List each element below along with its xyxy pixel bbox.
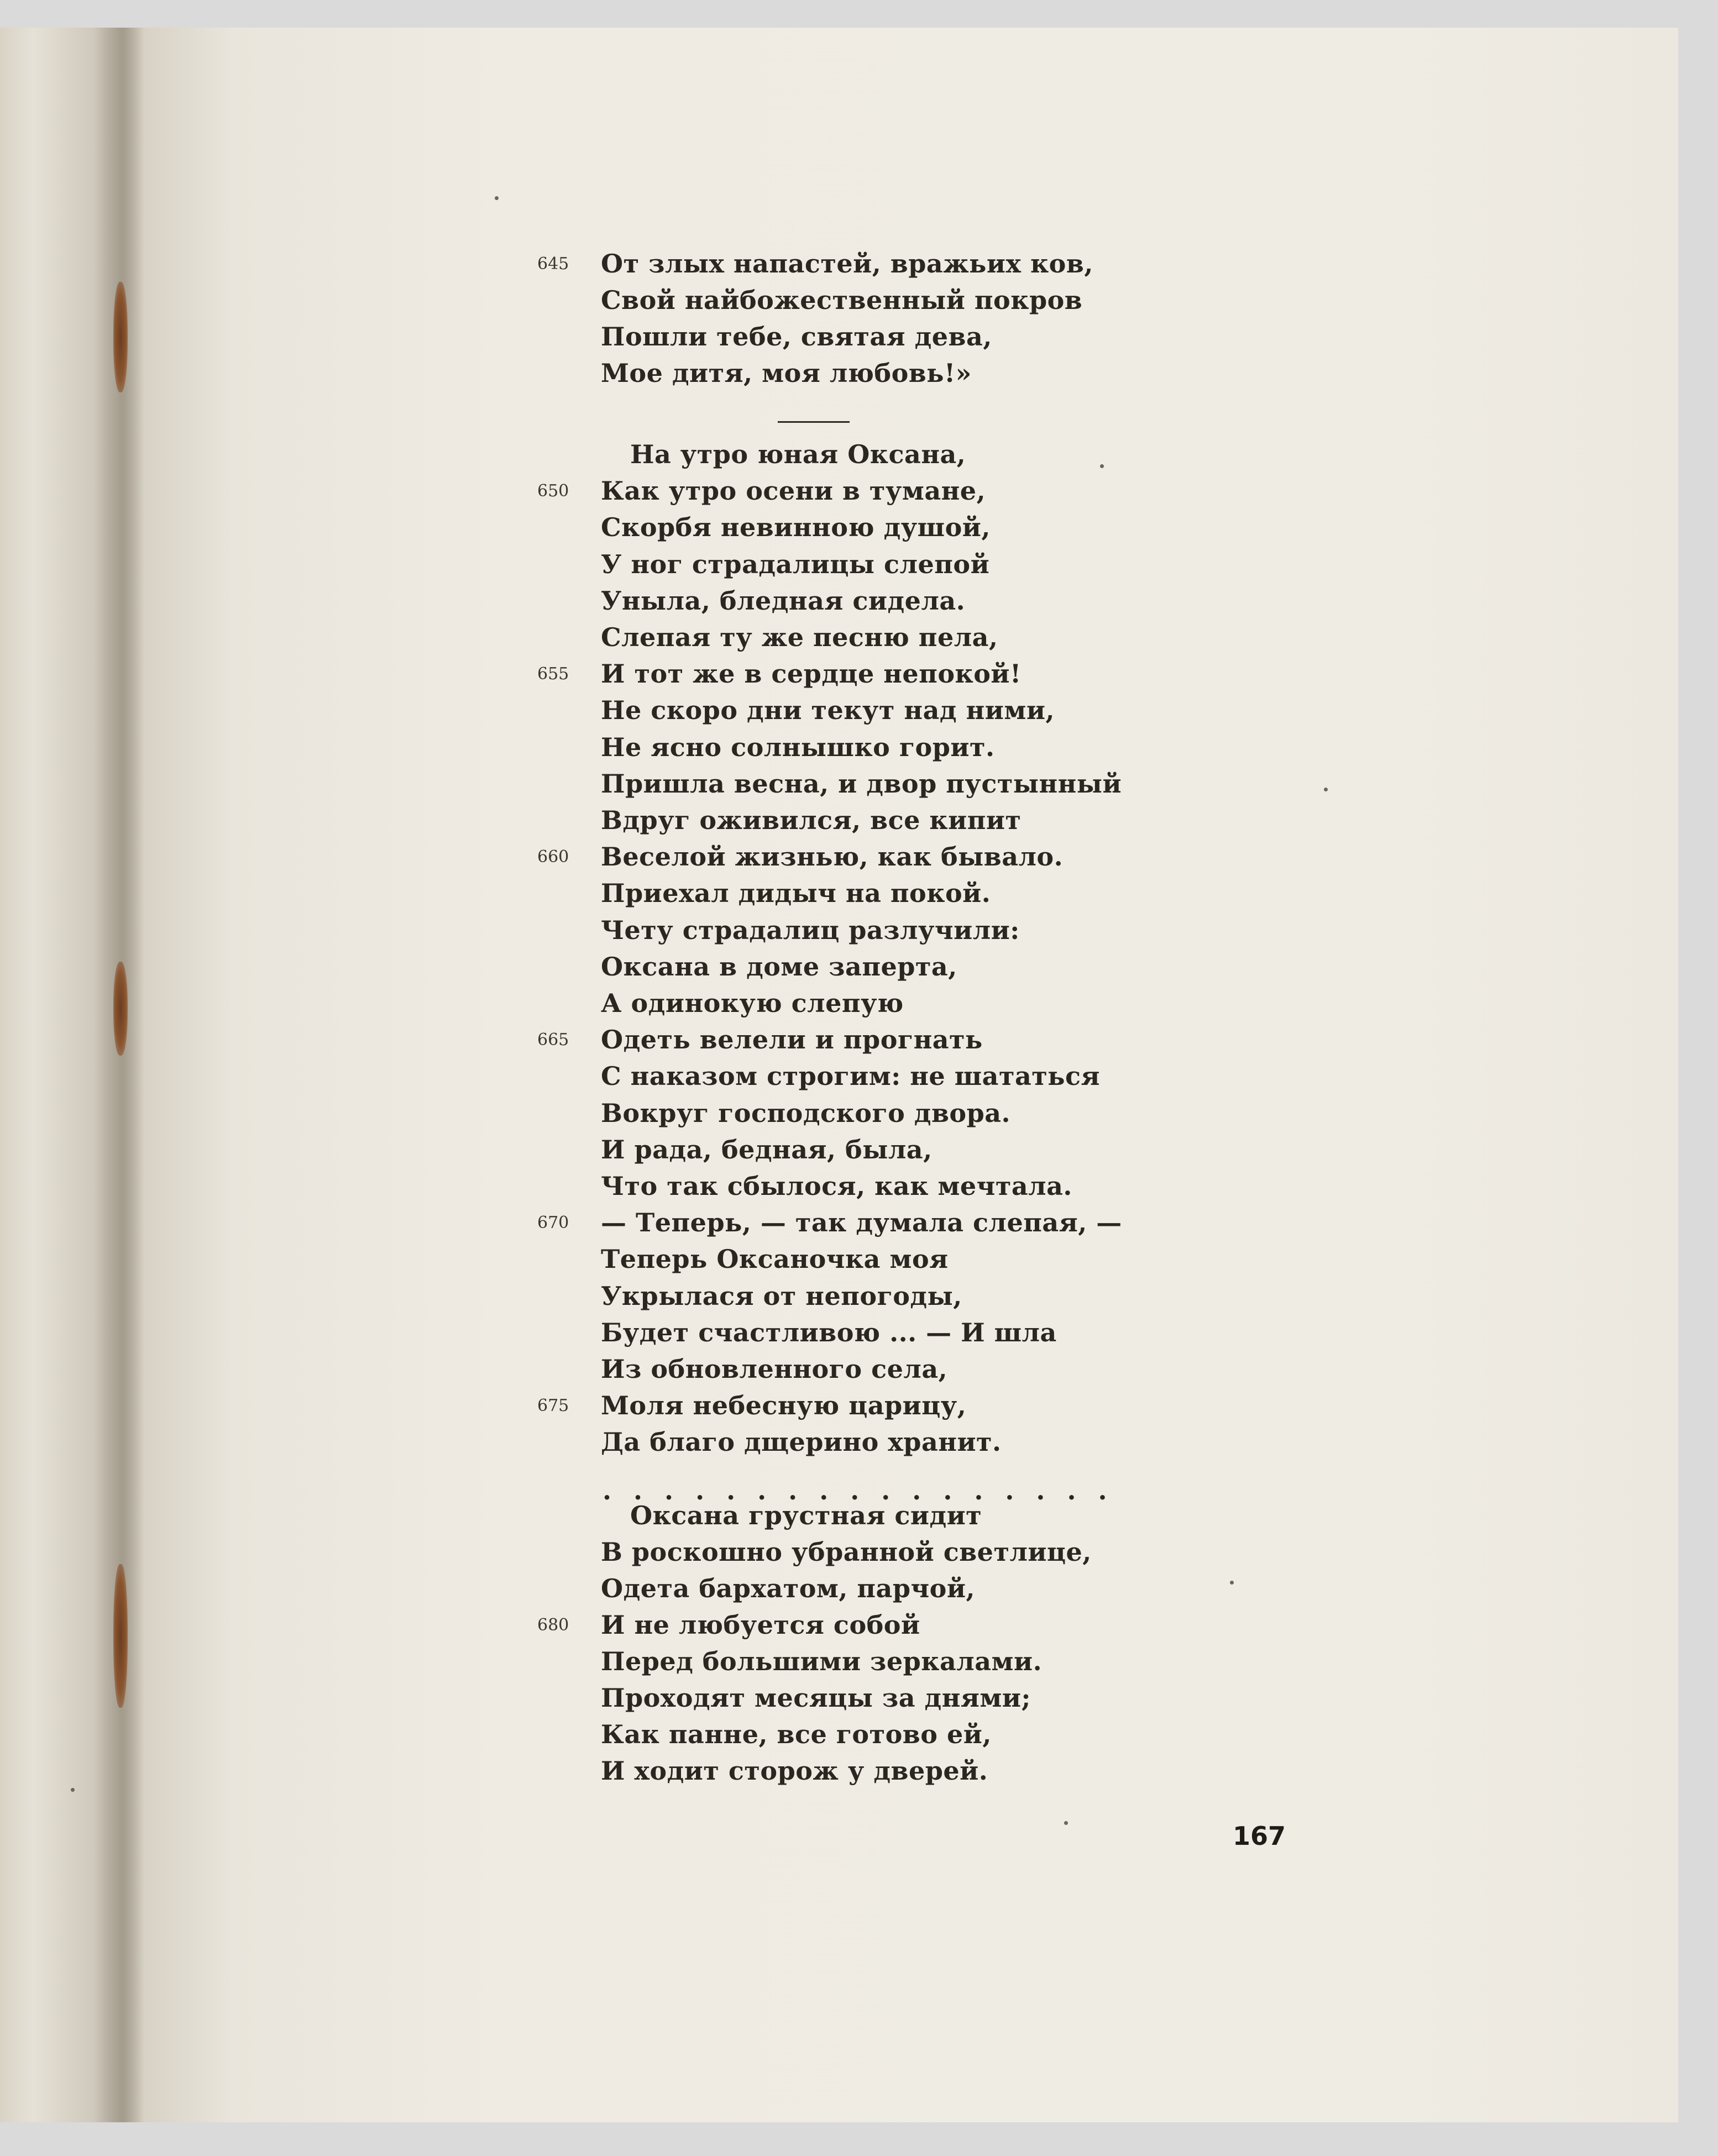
verse-line: Скорбя невинною душой,	[601, 512, 991, 543]
verse-line: Оксана грустная сидит	[630, 1501, 982, 1530]
paper-speck	[1100, 464, 1104, 468]
verse-line: Из обновленного села,	[601, 1354, 948, 1384]
verse-line: Слепая ту же песню пела,	[601, 622, 998, 652]
verse-line: С наказом строгим: не шататься	[601, 1061, 1100, 1092]
verse-line: Моля небесную царицу,	[601, 1391, 967, 1421]
verse-line: И ходит сторож у дверей.	[601, 1756, 988, 1786]
verse-line: Не ясно солнышко горит.	[601, 732, 995, 762]
line-number: 675	[537, 1396, 569, 1416]
verse-line: Вокруг господского двора.	[601, 1098, 1011, 1128]
paper-speck	[495, 196, 499, 200]
verse-line: Уныла, бледная сидела.	[601, 585, 966, 616]
verse-line: От злых напастей, вражьих ков,	[601, 249, 1093, 279]
verse-line: Свой найбожественный покров	[601, 285, 1083, 315]
verse-line: Одета бархатом, парчой,	[601, 1573, 975, 1603]
verse-line: Одеть велели и прогнать	[601, 1025, 983, 1055]
verse-line: Теперь Оксаночка моя	[601, 1244, 949, 1274]
line-number: 670	[537, 1213, 569, 1233]
stain-mark	[113, 1564, 128, 1708]
line-number: 650	[537, 481, 569, 501]
verse-line: Чету страдалиц разлучили:	[601, 915, 1020, 945]
verse-line: Не скоро дни текут над ними,	[601, 695, 1055, 726]
verse-line: И не любуется собой	[601, 1610, 920, 1640]
page-number: 167	[1233, 1821, 1286, 1851]
verse-line: И рада, бедная, была,	[601, 1134, 933, 1164]
line-number: 645	[537, 254, 569, 274]
verse-line: А одинокую слепую	[601, 988, 904, 1018]
section-divider	[778, 421, 850, 423]
verse-line: Что так сбылося, как мечтала.	[601, 1171, 1072, 1201]
verse-line: На утро юная Оксана,	[630, 439, 966, 469]
verse-line: Проходят месяцы за днями;	[601, 1683, 1031, 1713]
paper-speck	[71, 1788, 75, 1792]
verse-line: Будет счастливою ... — И шла	[601, 1317, 1057, 1347]
line-number: 660	[537, 847, 569, 867]
line-number: 665	[537, 1030, 569, 1050]
line-number: 680	[537, 1615, 569, 1635]
verse-line: Перед большими зеркалами.	[601, 1646, 1043, 1676]
verse-line: Пошли тебе, святая дева,	[601, 322, 992, 352]
verse-line: Приехал дидыч на покой.	[601, 878, 991, 909]
stain-mark	[113, 282, 128, 392]
verse-line: Как утро осени в тумане,	[601, 476, 986, 506]
verse-line: Оксана в доме заперта,	[601, 951, 957, 982]
line-number: 655	[537, 664, 569, 684]
verse-line: Пришла весна, и двор пустынный	[601, 768, 1122, 799]
paper-speck	[1064, 1821, 1068, 1825]
ellipsis-row: . . . . . . . . . . . . . . . . .	[603, 1476, 1114, 1505]
verse-line: И тот же в сердце непокой!	[601, 659, 1022, 689]
stain-mark	[113, 962, 128, 1056]
verse-line: Мое дитя, моя любовь!»	[601, 358, 972, 388]
verse-line: Веселой жизнью, как бывало.	[601, 842, 1064, 872]
paper-speck	[1324, 788, 1328, 791]
verse-line: — Теперь, — так думала слепая, —	[601, 1208, 1122, 1238]
verse-line: Да благо дщерино хранит.	[601, 1427, 1002, 1457]
verse-line: Вдруг оживился, все кипит	[601, 805, 1022, 835]
verse-line: Как панне, все готово ей,	[601, 1719, 992, 1749]
book-page	[0, 28, 1678, 2122]
verse-line: Укрылася от непогоды,	[601, 1281, 962, 1311]
verse-line: В роскошно убранной светлице,	[601, 1537, 1092, 1567]
verse-line: У ног страдалицы слепой	[601, 549, 990, 579]
paper-speck	[1230, 1581, 1234, 1585]
